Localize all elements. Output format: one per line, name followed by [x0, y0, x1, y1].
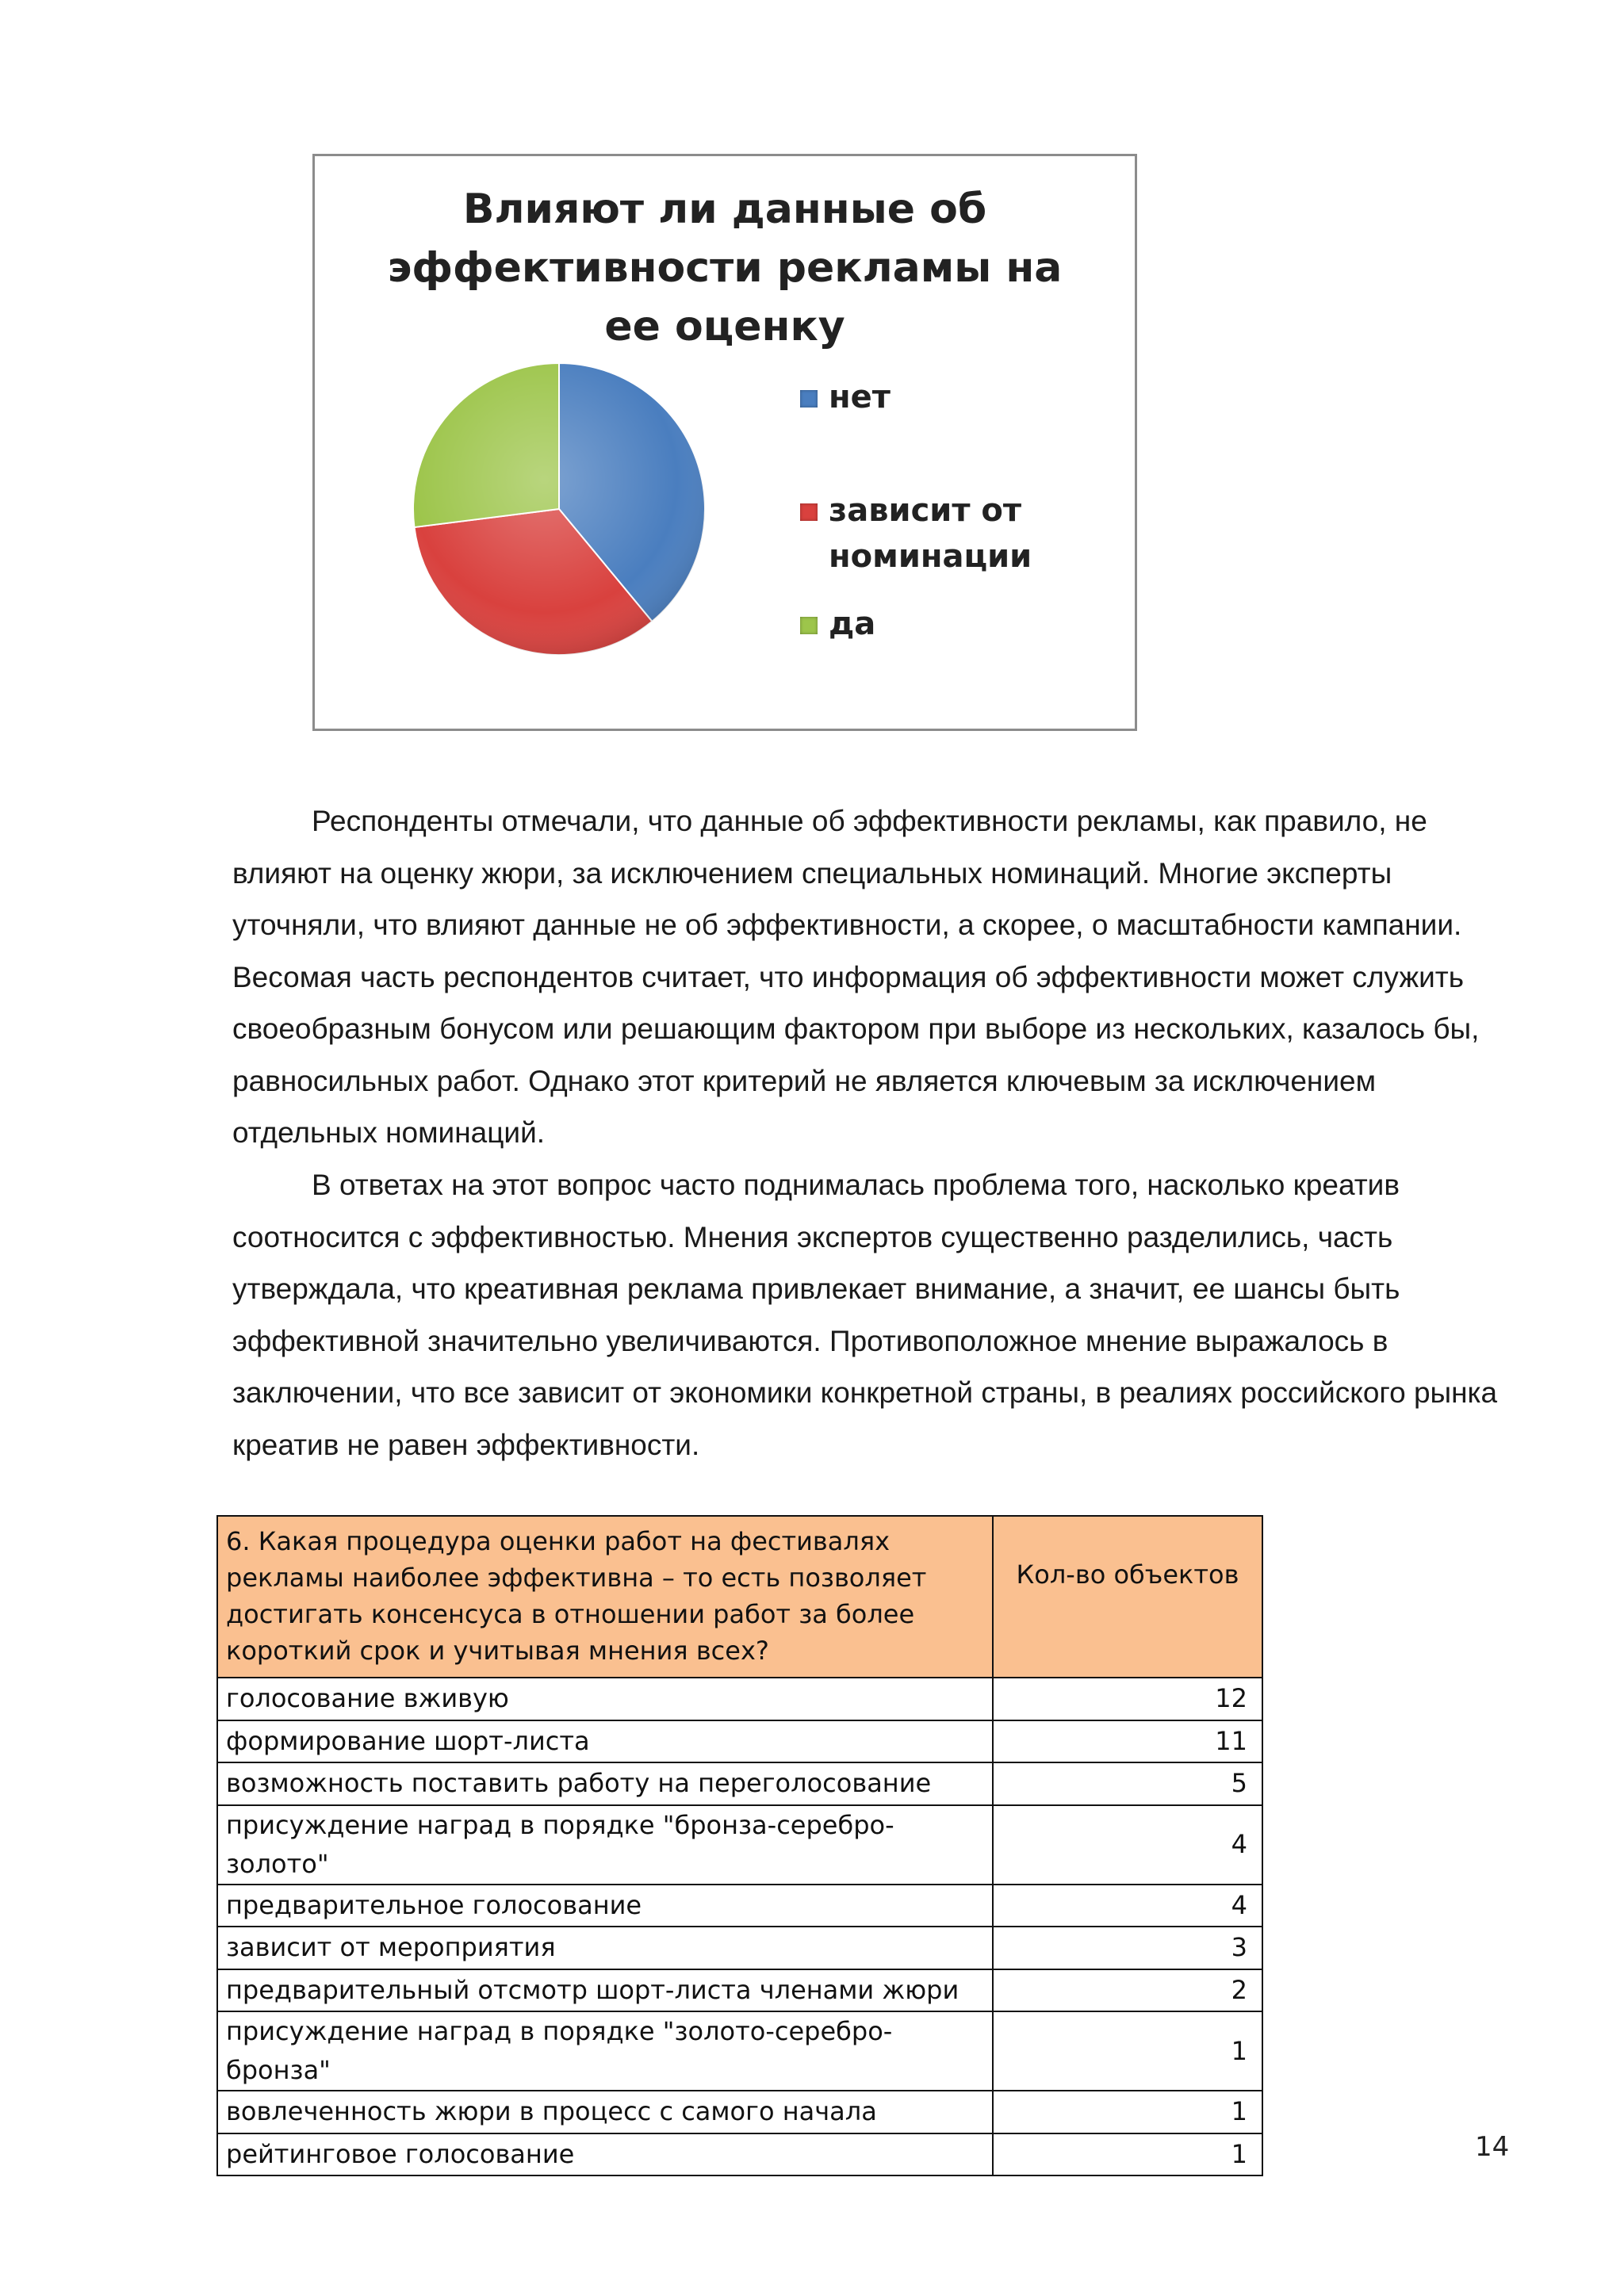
- table-header-row: [217, 1516, 1262, 1678]
- table-row: [217, 1969, 1262, 2012]
- row-label: присуждение наград в порядке "золото-серебро-бронза": [217, 2011, 993, 2091]
- row-label: формирование шорт-листа: [217, 1720, 993, 1763]
- count-header: Кол-во объектов: [993, 1516, 1262, 1678]
- row-label: возможность поставить работу на переголосование: [217, 1762, 993, 1805]
- pie-slice-3: [413, 363, 559, 527]
- table-row: [217, 1927, 1262, 1969]
- row-count: 4: [993, 1885, 1262, 1927]
- survey-table: [216, 1515, 1263, 2176]
- row-count: 4: [993, 1805, 1262, 1885]
- body-paragraph-2: В ответах на этот вопрос часто поднималась проблема того, насколько креатив соотносится с эффективностью. Мнения экспертов существенно разделились, часть утверждала, что креативная реклама привлекает внимание, а значит, ее шансы быть эффективной значительно увеличиваются. Противоположное мнение выражалось в заключении, что все зависит от экономики конкретной страны, в реалиях российского рынка креатив не равен эффективности.: [232, 1169, 1498, 1461]
- legend-label: да: [829, 606, 876, 642]
- row-label: рейтинговое голосование: [217, 2133, 993, 2176]
- chart-title-line: ее оценку: [604, 303, 845, 350]
- legend-label-line: номинации: [829, 538, 1032, 575]
- table-row: [217, 2091, 1262, 2133]
- legend-item-net: [800, 374, 1067, 420]
- question-header: 6. Какая процедура оценки работ на фестивалях рекламы наиболее эффективна – то есть позволяет достигать консенсуса в отношении работ за более короткий срок и учитывая мнения всех?: [217, 1516, 993, 1678]
- legend-swatch-red: [800, 503, 818, 521]
- row-count: 1: [993, 2091, 1262, 2133]
- row-count: 3: [993, 1927, 1262, 1969]
- body-paragraph-1: Респонденты отмечали, что данные об эффективности рекламы, как правило, не влияют на оценку жюри, за исключением специальных номинаций. Многие эксперты уточняли, что влияют данные не об эффективности, а скорее, о масштабности кампании. Весомая часть респондентов считает, что информация об эффективности может служить своеобразным бонусом или решающим фактором при выборе из нескольких, казалось бы, равносильных работ. Однако этот критерий не является ключевым за исключением отдельных номинаций.: [232, 805, 1480, 1149]
- legend-swatch-blue: [800, 390, 818, 408]
- row-label: вовлеченность жюри в процесс с самого начала: [217, 2091, 993, 2133]
- chart-title-line: Влияют ли данные об: [462, 186, 987, 233]
- legend-swatch-green: [800, 617, 818, 634]
- table-row: [217, 2133, 1262, 2176]
- table-row: [217, 1720, 1262, 1763]
- row-count: 1: [993, 2011, 1262, 2091]
- legend-label: нет: [829, 379, 891, 415]
- row-count: 2: [993, 1969, 1262, 2012]
- table-row: [217, 1678, 1262, 1720]
- row-label: предварительное голосование: [217, 1885, 993, 1927]
- table-row: [217, 1805, 1262, 1885]
- legend-item-zavisit: [800, 488, 1067, 580]
- row-label: присуждение наград в порядке "бронза-серебро-золото": [217, 1805, 993, 1885]
- table-row: [217, 1762, 1262, 1805]
- legend-label-line: зависит от: [829, 492, 1022, 529]
- legend-label: [829, 488, 1067, 580]
- legend-item-da: [800, 601, 1067, 647]
- row-label: голосование вживую: [217, 1678, 993, 1720]
- pie-chart-frame: [312, 154, 1137, 731]
- row-count: 5: [993, 1762, 1262, 1805]
- row-count: 11: [993, 1720, 1262, 1763]
- row-label: зависит от мероприятия: [217, 1927, 993, 1969]
- row-count: 12: [993, 1678, 1262, 1720]
- page-number: 14: [1475, 2131, 1510, 2163]
- chart-title-line: эффективности рекламы на: [387, 244, 1063, 292]
- row-label: предварительный отсмотр шорт-листа членами жюри: [217, 1969, 993, 2012]
- table-row: [217, 1885, 1262, 1927]
- row-count: 1: [993, 2133, 1262, 2176]
- table-row: [217, 2011, 1262, 2091]
